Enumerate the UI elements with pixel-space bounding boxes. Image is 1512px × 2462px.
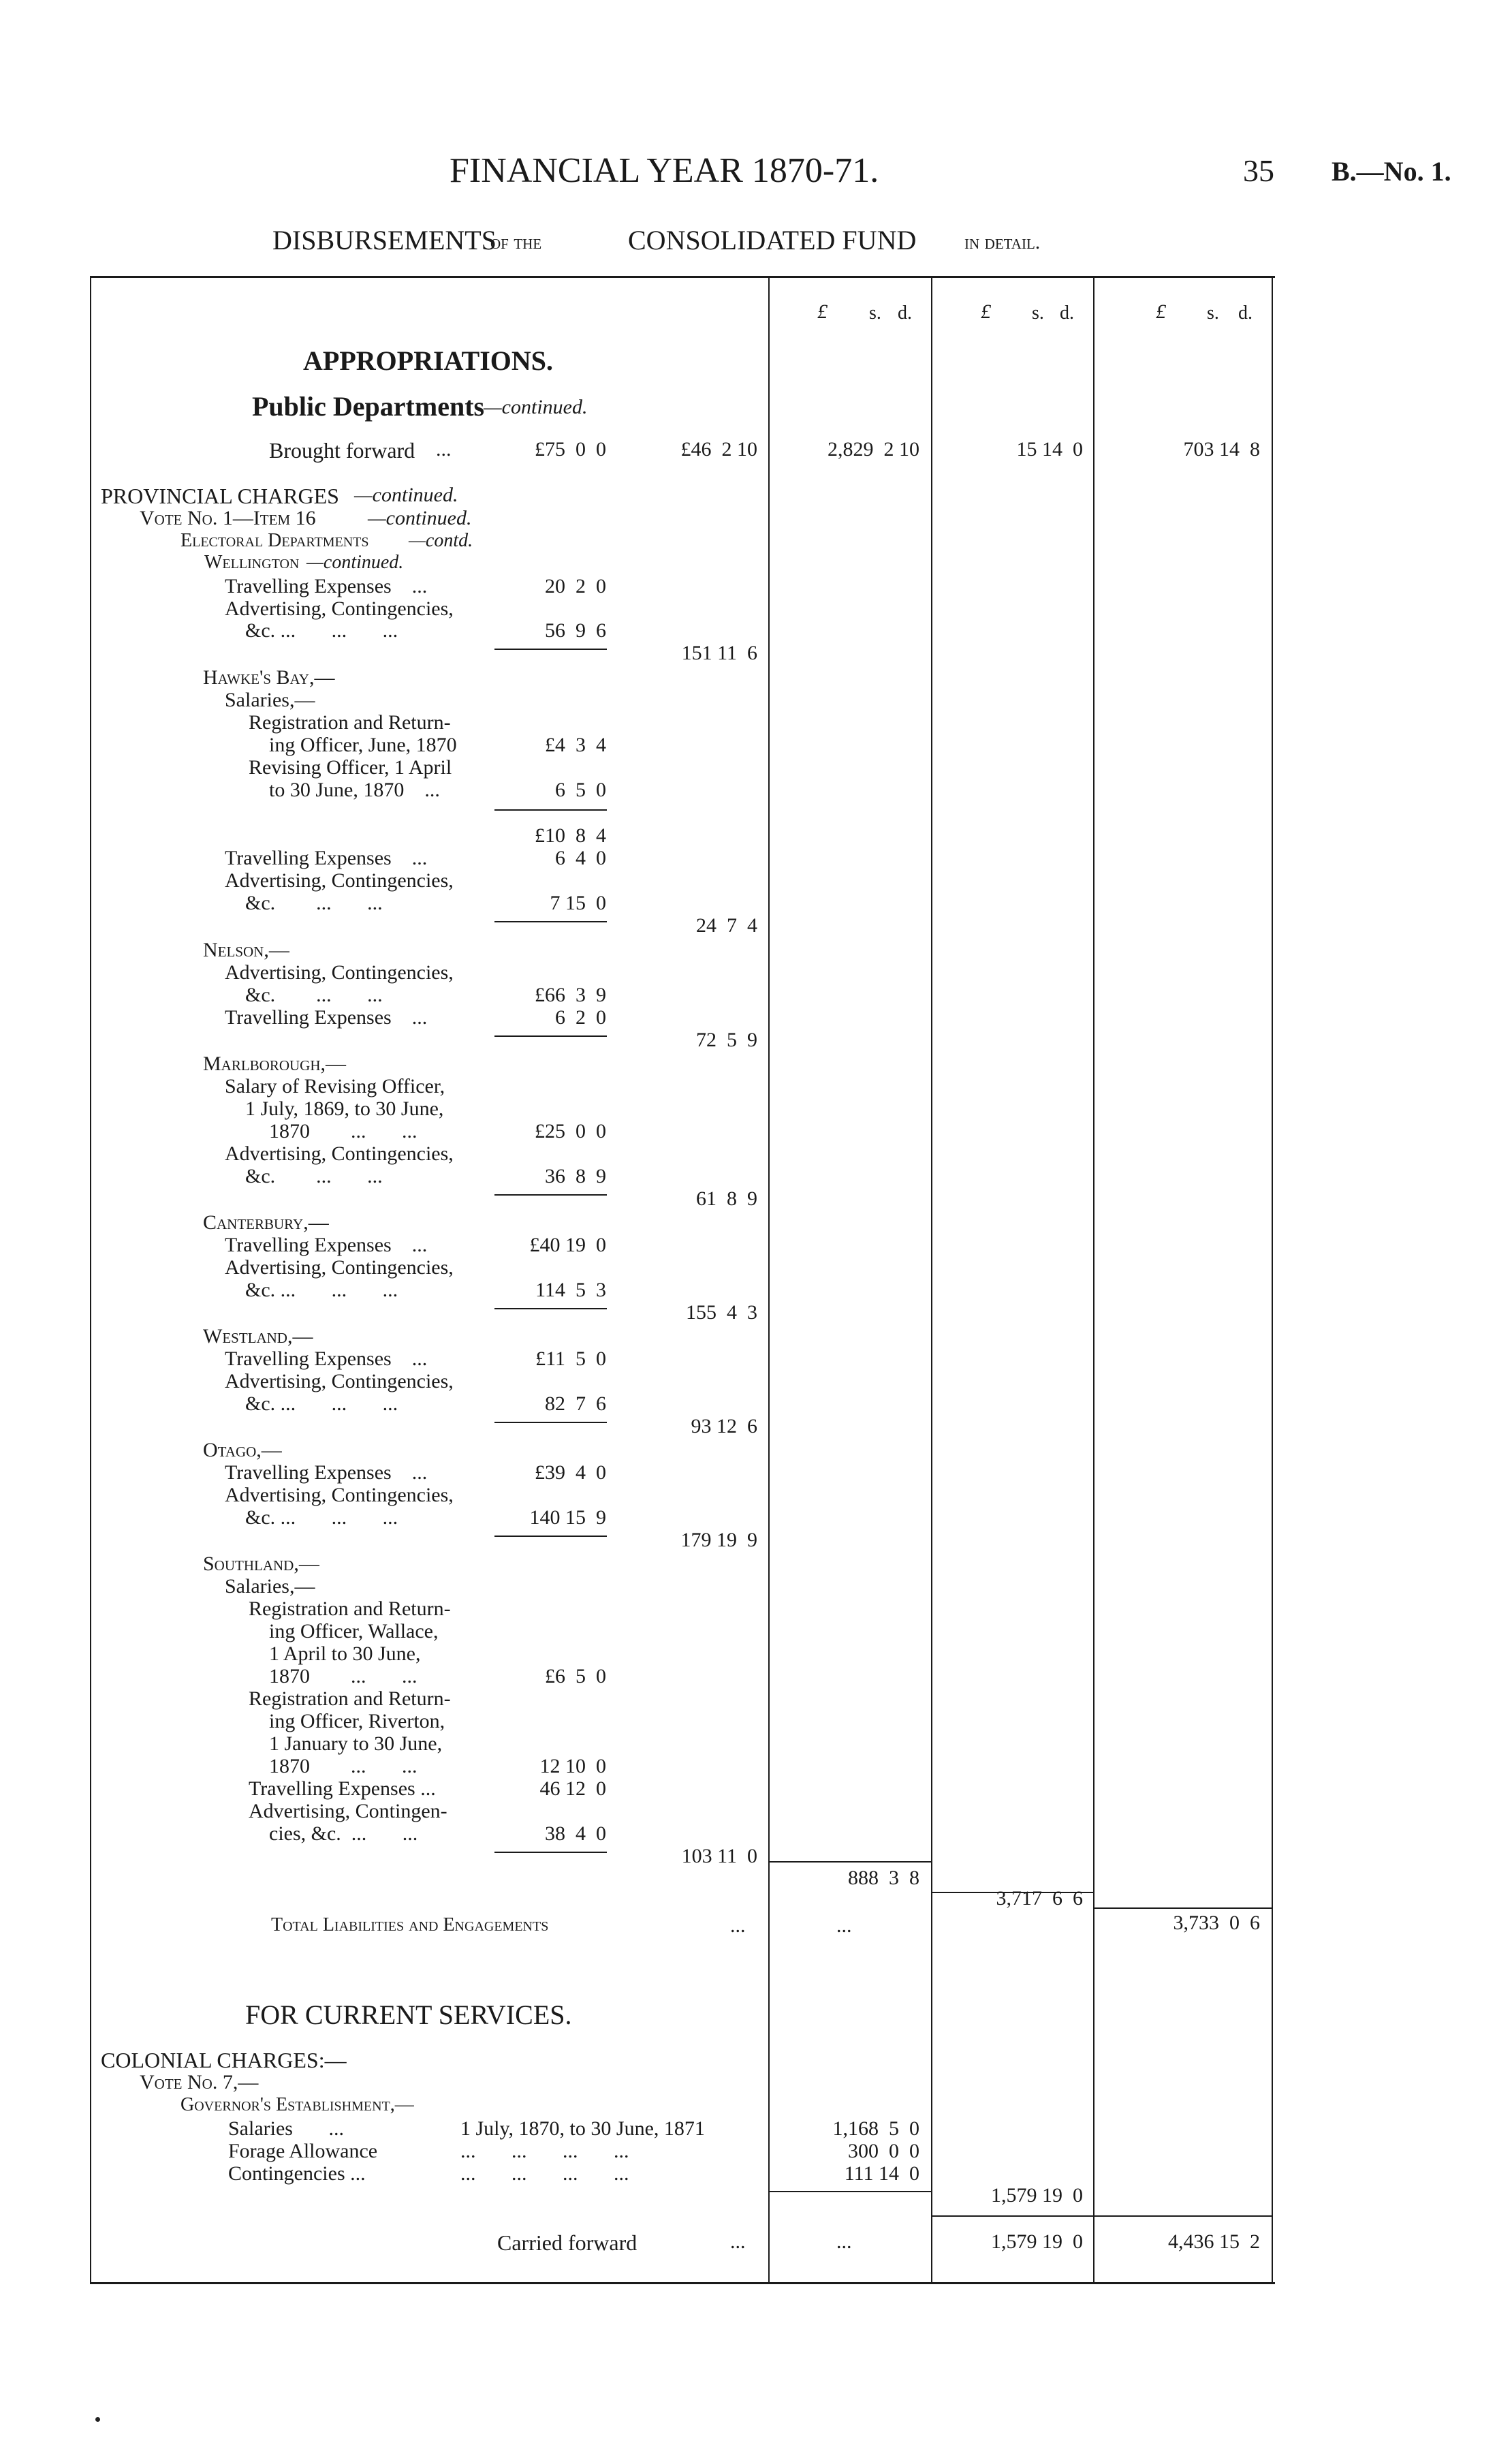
section-heading-appropriations: APPROPRIATIONS. bbox=[303, 345, 554, 376]
document-reference: B.—No. 1. bbox=[1332, 156, 1451, 187]
page-number: 35 bbox=[1243, 153, 1274, 188]
page-title: FINANCIAL YEAR 1870-71. bbox=[450, 151, 879, 190]
section-heading-current-services: FOR CURRENT SERVICES. bbox=[245, 1999, 572, 2030]
section-heading-continued: —continued. bbox=[484, 396, 588, 418]
print-speck bbox=[95, 2417, 100, 2422]
section-heading-public-departments: Public Departments bbox=[252, 391, 485, 422]
